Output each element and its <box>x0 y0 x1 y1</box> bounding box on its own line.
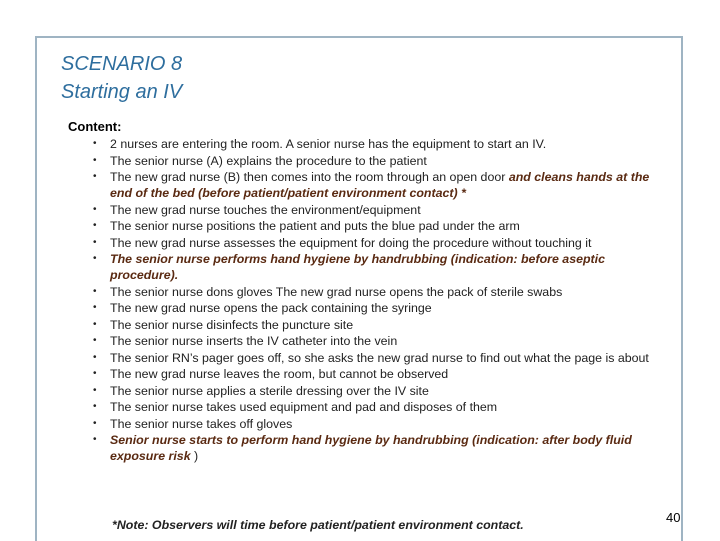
content-label: Content: <box>68 119 122 134</box>
bullet-icon: • <box>93 417 97 429</box>
bullet-icon: • <box>93 236 97 248</box>
bullet-icon: • <box>93 285 97 297</box>
list-item <box>91 350 671 366</box>
list-item <box>91 136 671 152</box>
item-text: The senior nurse takes off gloves <box>110 416 293 431</box>
bullet-icon: • <box>93 318 97 330</box>
list-item <box>91 153 671 169</box>
bullet-icon: • <box>93 384 97 396</box>
list-item <box>91 300 671 316</box>
content-list <box>91 136 671 465</box>
bullet-icon: • <box>93 253 97 264</box>
item-text: The senior nurse (A) explains the procedure to the patient <box>110 153 427 168</box>
list-item <box>91 218 671 234</box>
list-item <box>91 383 671 399</box>
item-text: The senior nurse applies a sterile dressing over the IV site <box>110 383 429 398</box>
footnote: *Note: Observers will time before patient/patient environment contact. <box>112 518 524 532</box>
emphasized-text: The senior nurse performs hand hygiene by handrubbing (indication: before aseptic procedure). <box>110 252 606 282</box>
title-line-2: Starting an IV <box>61 81 183 103</box>
slide-title <box>61 50 182 106</box>
page-number: 40 <box>666 510 681 525</box>
bullet-icon: • <box>93 220 97 231</box>
list-item <box>91 284 671 300</box>
bullet-icon: • <box>93 302 97 313</box>
item-text: The senior nurse positions the patient and puts the blue pad under the arm <box>110 219 520 233</box>
list-item <box>91 202 671 218</box>
item-text: The senior nurse dons gloves The new grad nurse opens the pack of sterile swabs <box>110 284 563 299</box>
list-item <box>91 432 671 464</box>
bullet-icon: • <box>93 434 97 445</box>
list-item <box>91 366 671 382</box>
list-item <box>91 416 671 432</box>
item-text: The new grad nurse leaves the room, but cannot be observed <box>110 367 449 381</box>
list-item <box>91 317 671 333</box>
list-item <box>91 399 671 415</box>
emphasized-text: and cleans hands at the end of the bed (before patient/patient environment contact) * <box>110 170 650 200</box>
item-text: The new grad nurse touches the environment/equipment <box>110 202 421 217</box>
item-text: 2 nurses are entering the room. A senior nurse has the equipment to start an IV. <box>110 137 547 151</box>
item-text: ) <box>194 449 199 463</box>
item-text: The senior nurse disinfects the puncture site <box>110 317 354 332</box>
bullet-icon: • <box>93 154 97 166</box>
item-text: The new grad nurse assesses the equipment for doing the procedure without touching it <box>110 235 592 250</box>
title-line-1: SCENARIO 8 <box>61 53 183 75</box>
list-item <box>91 333 671 349</box>
bullet-icon: • <box>93 171 97 182</box>
list-item <box>91 169 671 201</box>
bullet-icon: • <box>93 368 97 379</box>
bullet-icon: • <box>93 138 97 149</box>
list-item <box>91 251 671 283</box>
bullet-icon: • <box>93 401 97 412</box>
item-text: The new grad nurse opens the pack containing the syringe <box>110 301 432 315</box>
bullet-icon: • <box>93 351 97 363</box>
bullet-icon: • <box>93 203 97 215</box>
item-text: The senior nurse takes used equipment and pad and disposes of them <box>110 400 498 414</box>
item-text: The new grad nurse (B) then comes into the room through an open door <box>110 170 509 184</box>
list-item <box>91 235 671 251</box>
emphasized-text: Senior nurse starts to perform hand hygiene by handrubbing (indication: after body fluid exposure risk <box>110 433 632 463</box>
item-text: The senior nurse inserts the IV catheter into the vein <box>110 334 398 348</box>
bullet-icon: • <box>93 335 97 346</box>
item-text: The senior RN’s pager goes off, so she asks the new grad nurse to find out what the page is about <box>110 350 649 365</box>
